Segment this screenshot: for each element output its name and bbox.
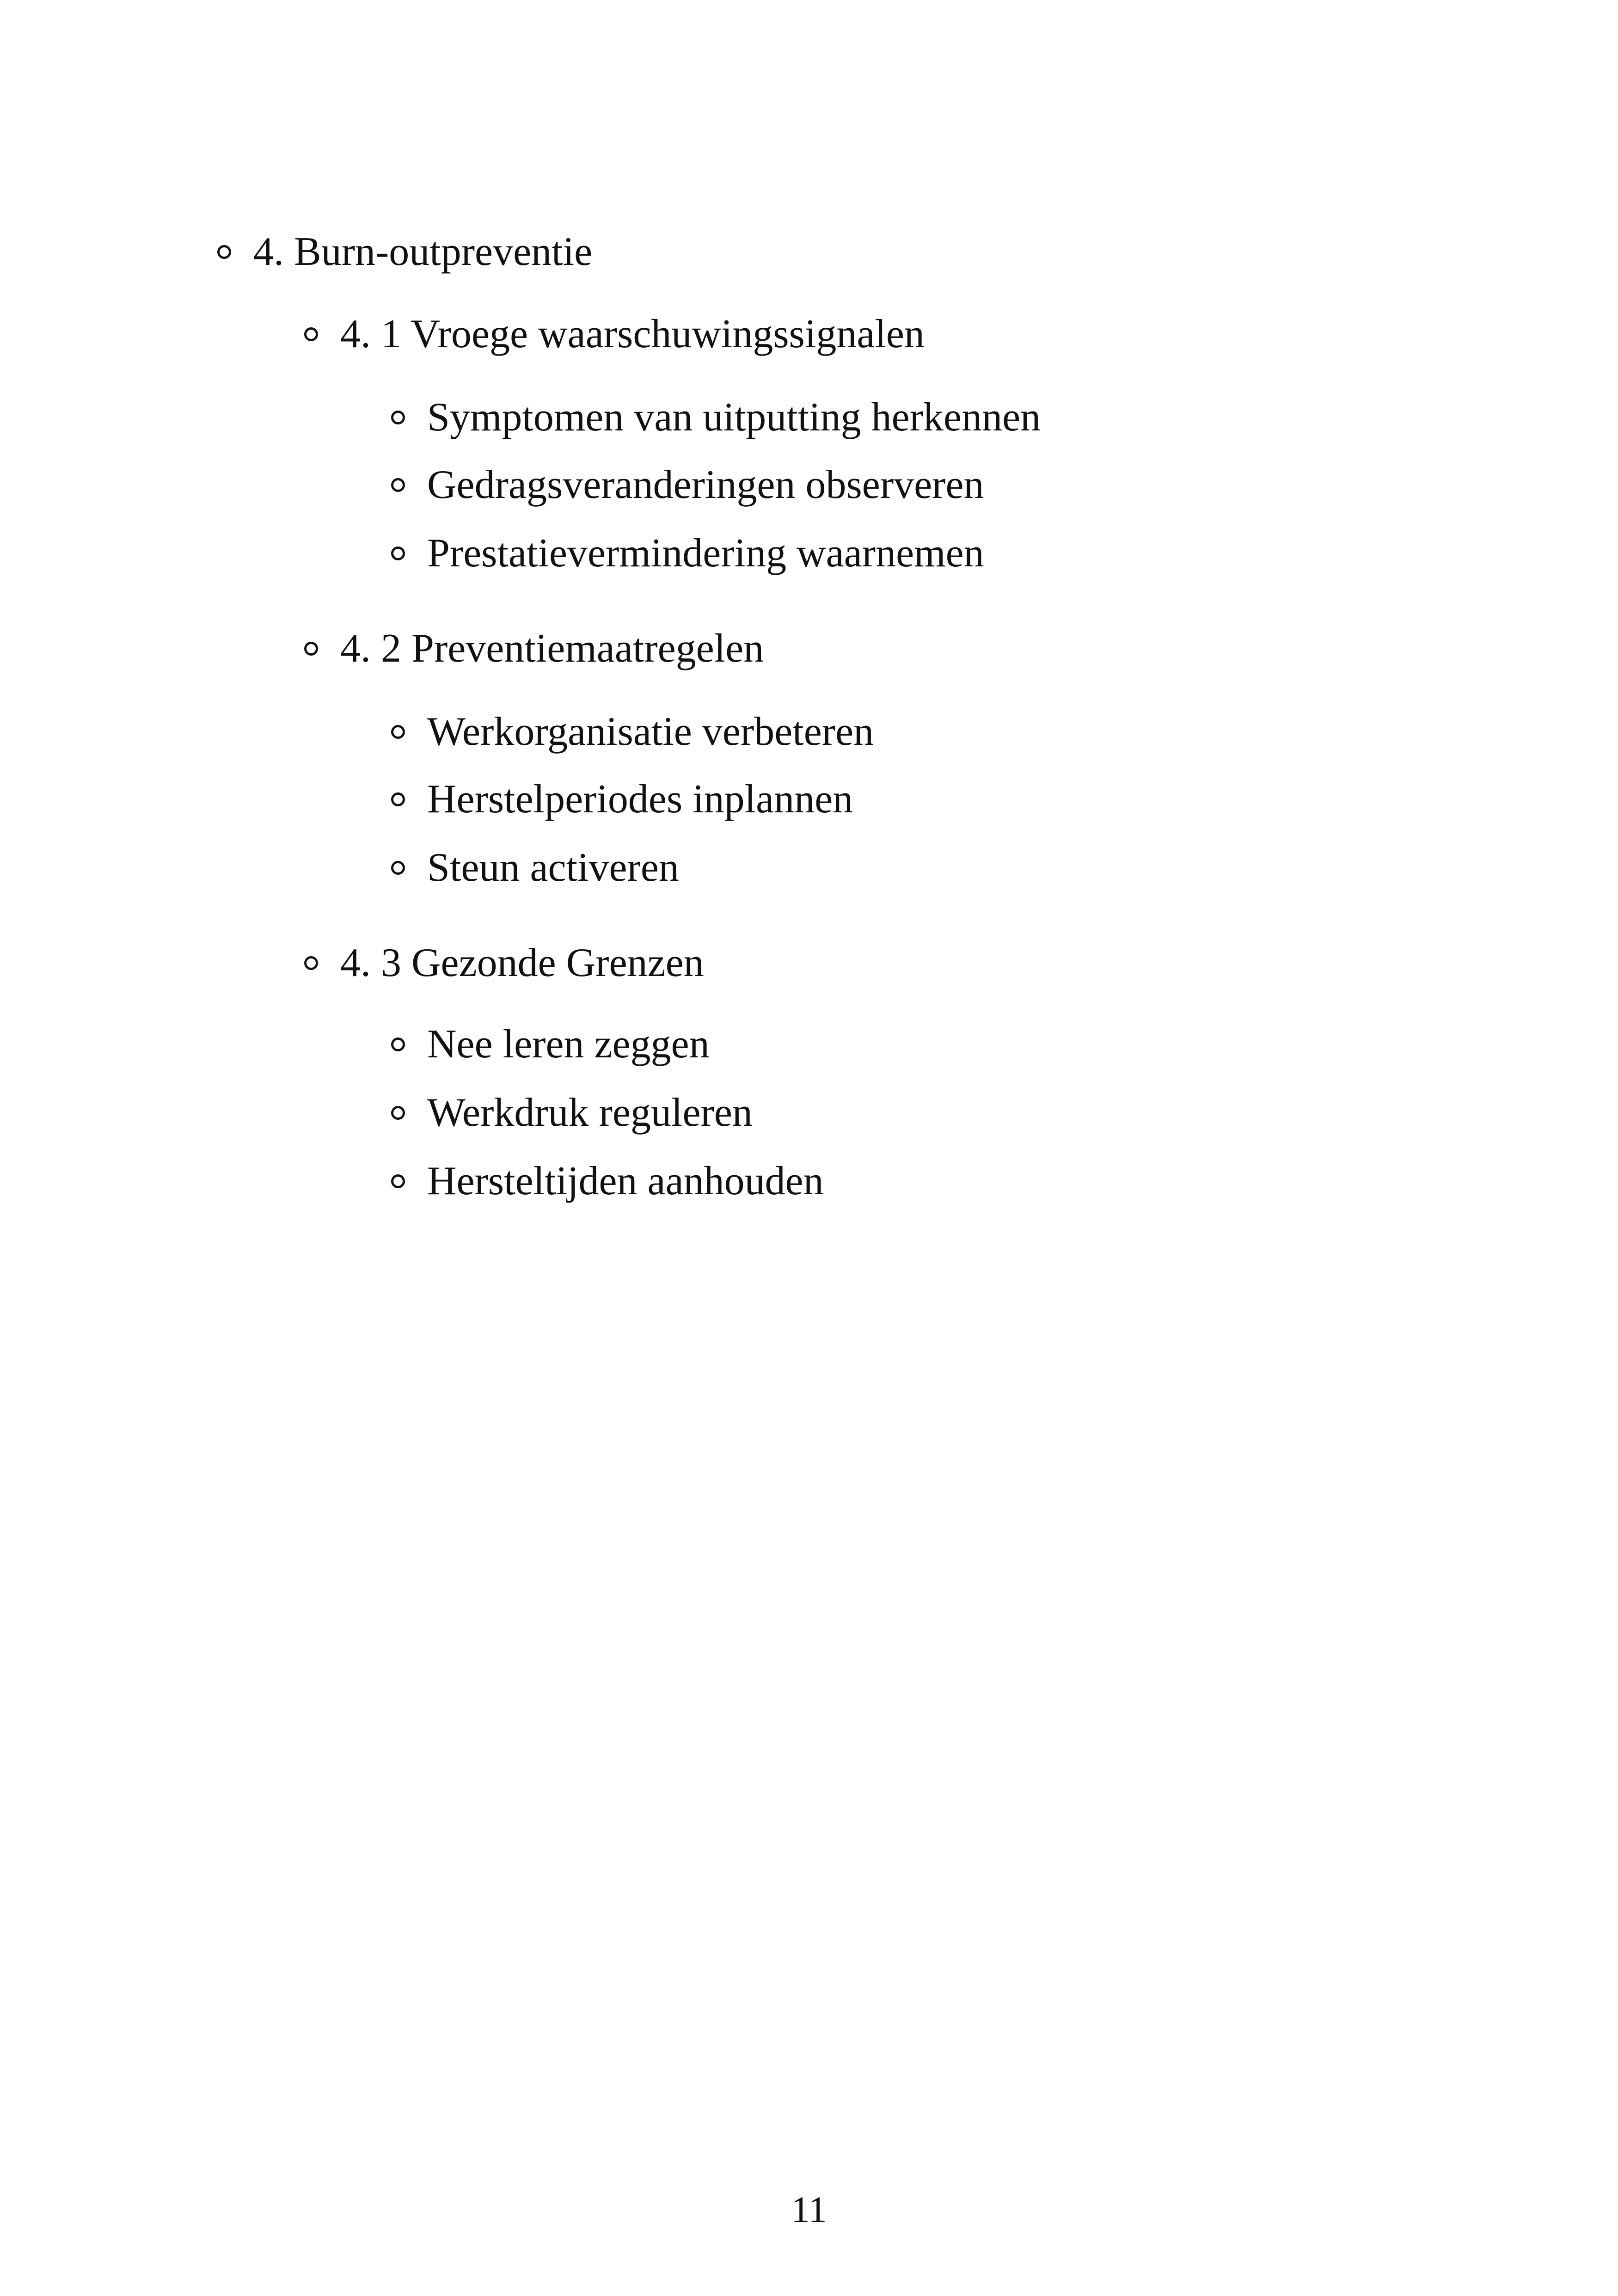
list-item xyxy=(391,774,853,825)
circle-bullet-icon xyxy=(391,411,405,424)
circle-bullet-icon xyxy=(391,861,405,875)
circle-bullet-icon xyxy=(304,327,318,341)
list-item xyxy=(391,392,1041,443)
circle-bullet-icon xyxy=(391,546,405,560)
list-item-label: Steun activeren xyxy=(427,845,679,890)
list-item-label: Werkorganisatie verbeteren xyxy=(427,709,874,754)
subsection-label: 4. 1 Vroege waarschuwingssignalen xyxy=(340,312,925,356)
list-item-label: Gedragsveranderingen observeren xyxy=(427,462,984,507)
list-item xyxy=(391,842,679,893)
list-item xyxy=(391,528,984,579)
circle-bullet-icon xyxy=(391,1037,405,1051)
list-item-label: Herstelperiodes inplannen xyxy=(427,777,853,822)
list-item xyxy=(391,460,984,510)
subsection-heading xyxy=(304,938,704,988)
list-item xyxy=(391,1156,824,1207)
subsection-heading xyxy=(304,623,764,674)
subsection-label: 4. 2 Preventiemaatregelen xyxy=(340,626,764,671)
list-item-label: Nee leren zeggen xyxy=(427,1022,710,1067)
circle-bullet-icon xyxy=(391,478,405,492)
list-item-label: Symptomen van uitputting herkennen xyxy=(427,395,1041,440)
circle-bullet-icon xyxy=(217,245,231,259)
subsection-heading xyxy=(304,309,925,360)
subsection-label: 4. 3 Gezonde Grenzen xyxy=(340,940,704,985)
list-item xyxy=(391,1087,753,1138)
section-label: 4. Burn-outpreventie xyxy=(253,229,593,274)
list-item-label: Prestatievermindering waarnemen xyxy=(427,531,984,576)
circle-bullet-icon xyxy=(391,725,405,739)
circle-bullet-icon xyxy=(304,642,318,656)
list-item xyxy=(391,1019,710,1070)
list-item xyxy=(391,706,874,757)
circle-bullet-icon xyxy=(391,1174,405,1188)
circle-bullet-icon xyxy=(304,956,318,970)
circle-bullet-icon xyxy=(391,792,405,806)
list-item-label: Hersteltijden aanhouden xyxy=(427,1159,824,1203)
list-item-label: Werkdruk reguleren xyxy=(427,1090,753,1135)
page-number: 11 xyxy=(791,2190,827,2230)
outline-section-heading xyxy=(217,227,592,277)
circle-bullet-icon xyxy=(391,1106,405,1120)
